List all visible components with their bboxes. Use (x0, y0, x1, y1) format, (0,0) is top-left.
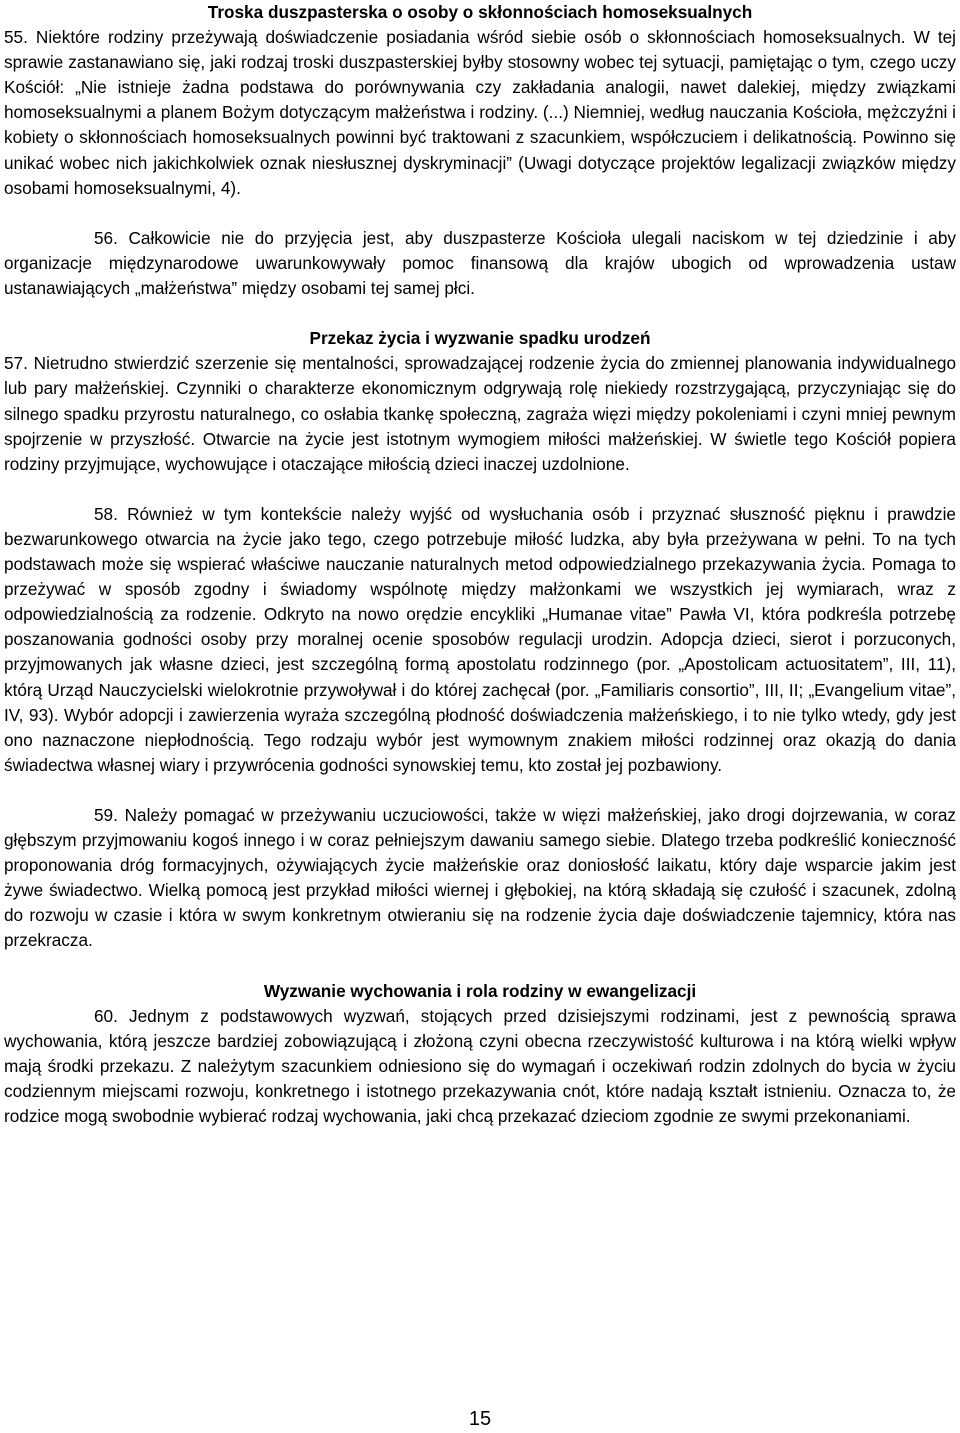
section-heading-education: Wyzwanie wychowania i rola rodziny w ewangelizacji (263, 980, 697, 1001)
section-heading-homosexual-care: Troska duszpasterska o osoby o skłonnościach homoseksualnych (207, 2, 753, 22)
paragraph-58: 58. Również w tym kontekście należy wyjść od wysłuchania osób i przyznać słuszność pięknu i prawdzie bezwarunkowego otwarcia na życie jako tego, czego potrzebuje miłość ludzka, aby była przeżywana w pełni. To na tych podstawach może się wspierać właściwe nauczanie naturalnych metod odpowiedzialnego przekazywania życia. Pomaga to przeżywać w sposób zgodny i świadomy wspólnotę między małżonkami we wszystkich jej wymiarach, wraz z odpowiedzialnością za rodzenie. Odkryto na nowo orędzie encykliki „Humanae vitae” Pawła VI, która podkreśla potrzebę poszanowania godności osoby przy moralnej ocenie sposobów regulacji urodzin. Adopcja dzieci, sierot i porzuconych, przyjmowanych jak własne dzieci, jest szczególną formą apostolatu rodzinnego (por. „Apostolicam actuositatem”, III, 11), którą Urząd Nauczycielski wielokrotnie przywoływał i do której zachęcał (por. „Familiaris consortio”, III, II; „Evangelium vitae”, IV, 93). Wybór adopcji i zawierzenia wyraża szczególną płodność doświadczenia małżeńskiego, i to nie tylko wtedy, gdy jest ono naznaczone niepłodnością. Tego rodzaju wybór jest wymownym znakiem miłości rodzinnej oraz okazją do dania świadectwa własnej wiary i przywrócenia godności synowskiej temu, kto został jej pozbawiony. (4, 503, 956, 775)
paragraph-gap (4, 301, 956, 326)
paragraph-gap (4, 477, 956, 502)
document-page (4, 0, 956, 1129)
paragraph-59: 59. Należy pomagać w przeżywaniu uczuciowości, także w więzi małżeńskiej, jako drogi dojrzewania, w coraz głębszym przyjmowaniu kogoś innego i w coraz pełniejszym dawaniu samego siebie. Dlatego trzeba podkreślić konieczność proponowania dróg formacyjnych, ożywiających życie małżeńskie oraz doniosłość laikatu, który daje wsparcie jakim jest żywe świadectwo. Wielką pomocą jest przykład miłości wiernej i głębokiej, na którą składają się czułość i szacunek, zdolną do rozwoju w czasie i która w swym konkretnym otwieraniu się na rodzenie życia daje doświadczenie tajemnicy, która nas przekracza. (4, 805, 956, 951)
paragraph-gap (4, 201, 956, 226)
section-heading-transmission-of-life: Przekaz życia i wyzwanie spadku urodzeń (309, 328, 651, 349)
paragraph-57: 57. Nietrudno stwierdzić szerzenie się mentalności, sprowadzającej rodzenie życia do zmiennej planowania indywidualnego lub pary małżeńskiej. Czynniki o charakterze ekonomicznym odgrywają rolę niekiedy rozstrzygającą, przyczyniając się do silnego spadku przyrostu naturalnego, co osłabia tkankę społeczną, zagraża więzi między pokoleniami i czyni mniej pewnym spojrzenie w przyszłość. Otwarcie na życie jest istotnym wymogiem miłości małżeńskiej. W świetle tego Kościół popiera rodziny przyjmujące, wychowujące i otaczające miłością dzieci inaczej uzdolnione. (4, 353, 956, 474)
paragraph-60: 60. Jednym z podstawowych wyzwań, stojących przed dzisiejszymi rodzinami, jest z pewnością sprawa wychowania, którą jeszcze bardziej zobowiązującą i złożoną czyni obecna rzeczywistość kulturowa i na którą wielki wpływ mają środki przekazu. Z należytym szacunkiem odniesiono się do wymagań i oczekiwań rodzin zdolnych do bycia w życiu codziennym miejscami rozwoju, konkretnego i istotnego przekazywania cnót, które nadają kształt istnieniu. Oznacza to, że rodzice mogą swobodnie wybierać rodzaj wychowania, jaki chcą przekazać dzieciom zgodnie ze swymi przekonaniami. (4, 1005, 956, 1127)
paragraph-56: 56. Całkowicie nie do przyjęcia jest, aby duszpasterze Kościoła ulegali naciskom w tej dziedzinie i aby organizacje międzynarodowe uwarunkowywały pomoc finansową dla krajów ubogich od wprowadzenia ustaw ustanawiających „małżeństwa” między osobami tej samej płci. (4, 227, 956, 299)
paragraph-gap (4, 778, 956, 803)
paragraph-gap (4, 954, 956, 979)
page-number: 15 (468, 1408, 492, 1430)
paragraph-55: 55. Niektóre rodziny przeżywają doświadczenie posiadania wśród siebie osób o skłonnościach homoseksualnych. W tej sprawie zastanawiano się, jaki rodzaj troski duszpasterskiej byłby stosowny wobec tej sytuacji, pamiętając o tym, czego uczy Kościół: „Nie istnieje żadna podstawa do porównywania czy zakładania analogii, nawet dalekiej, między związkami homoseksualnymi a planem Bożym dotyczącym małżeństwa i rodziny. (...) Niemniej, według nauczania Kościoła, mężczyźni i kobiety o skłonnościach homoseksualnych powinni być traktowani z szacunkiem, współczuciem i delikatnością. Powinno się unikać wobec nich jakichkolwiek oznak niesłusznej dyskryminacji” (Uwagi dotyczące projektów legalizacji związków między osobami homoseksualnymi, 4). (4, 27, 956, 198)
